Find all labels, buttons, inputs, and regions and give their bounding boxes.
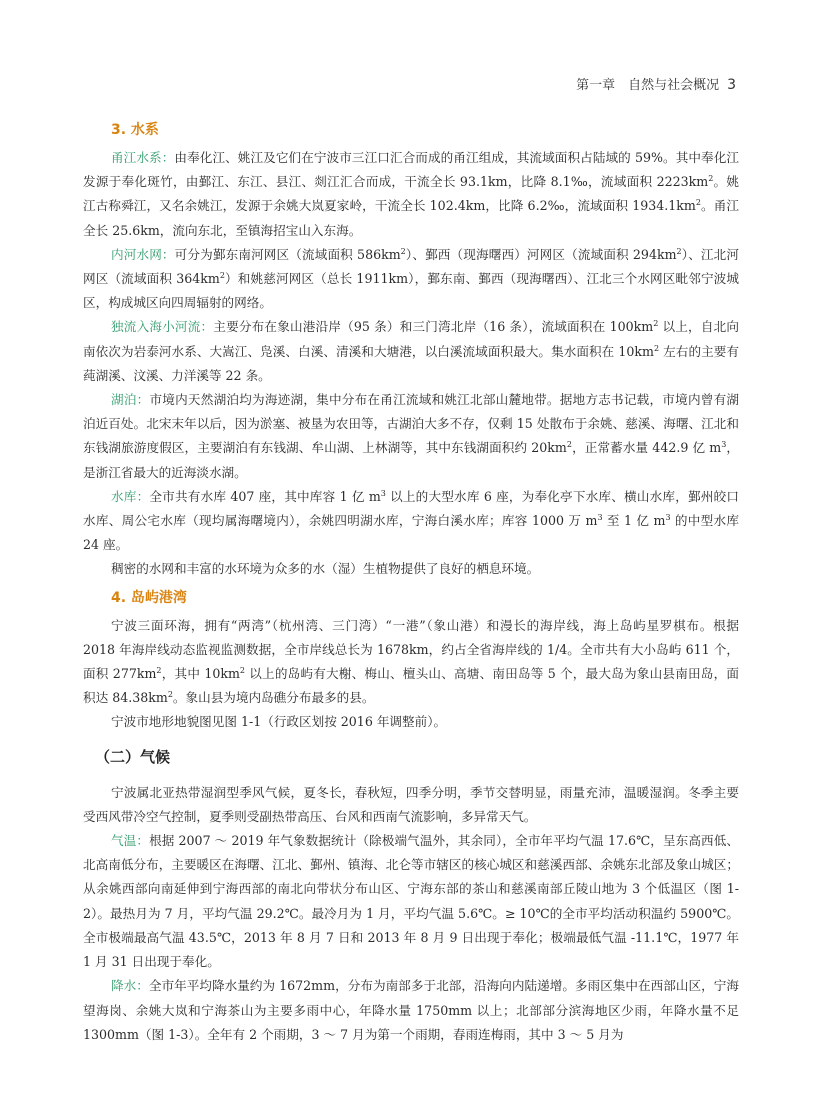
chapter-title: 第一章 自然与社会概况 [576,78,720,93]
term-inland-network: 内河水网： [111,246,175,262]
section-heading-water: 3. 水系 [111,122,159,138]
paragraph-inland-network: 内河水网：可分为鄞东南河网区（流域面积 $586km^2$）、鄞西（现海曙西）河网区（流域面积 $294km^2$）、江北河网区（流域面积 $364km^2$）和姚慈河网区（总长 1911km），鄞东南、鄞西（现海曙西）、江北三个水网区毗邻宁波城区，构成城区向四周辐射的网络。 [83,246,739,311]
term-yongjiang: 甬江水系： [111,150,175,165]
term-temperature: 气温： [111,833,150,849]
paragraph-lakes: 湖泊：市境内天然湖泊均为海迹湖，集中分布在甬江流域和姚江北部山麓地带。据地方志书记载，市境内曾有湖泊近百处。北宋末年以后，因为淤塞、被垦为农田等，古湖泊大多不存，仅剩 15 处散布于余姚、慈溪、海曙、江北和东钱湖旅游度假区，主要湖泊有东钱湖、牟山湖、上林湖等，其中东钱湖面积约 $20km^2$，正常蓄水量 442.9 亿 $m^3$，是浙江省最大的近海淡水湖。 [83,392,740,480]
section-heading-climate: （二）气候 [95,747,171,766]
paragraph-yongjiang: 甬江水系：由奉化江、姚江及它们在宁波市三江口汇合而成的甬江组成，其流域面积占陆域的 59%。其中奉化江发源于奉化斑竹，由鄞江、东江、县江、剡江汇合而成，干流全长 93.1km，比降 8.1‰，流域面积 $2223km^2$。姚江古称舜江，又名余姚江，发源于余姚大岚夏家岭，干流全长 102.4km，比降 6.2‰，流域面积 $1934.1km^2$。甬江全长 25.6km，流向东北，至镇海招宝山入东海。 [83,150,740,238]
page-number: 3 [727,77,736,93]
term-lakes: 湖泊： [111,392,150,408]
paragraph-temperature: 气温：根据 2007 ～ 2019 年气象数据统计（除极端气温外，其余同），全市年平均气温 17.6℃，呈东高西低、北高南低分布，主要暖区在海曙、江北、鄞州、镇海、北仑等市辖区的核心城区和慈溪西部、余姚东北部及象山城区；从余姚西部向南延伸到宁海西部的南北向带状分布山区、宁海东部的茶山和慈溪南部丘陵山地为 3 个低温区（图 1-2）。最热月为 7 月，平均气温 29.2℃。最冷月为 1 月，平均气温 5.6℃。≥ 10℃的全市平均活动积温约 5900℃。全市极端最高气温 43.5℃，2013 年 8 月 7 日和 2013 年 8 月 9 日出现于奉化；极端最低气温 -11.1℃，1977 年 1 月 31 日出现于奉化。 [83,833,739,970]
paragraph-figure-ref: 宁波市地形地貌图见图 1-1（行政区划按 2016 年调整前）。 [111,714,447,730]
paragraph-water-summary: 稠密的水网和丰富的水环境为众多的水（湿）生植物提供了良好的栖息环境。 [111,561,540,577]
paragraph-precipitation: 降水：全市年平均降水量约为 1672mm，分布为南部多于北部，沿海向内陆递增。多雨区集中在西部山区，宁海望海岗、余姚大岚和宁海茶山为主要多雨中心，年降水量 1750mm 以上；北部部分滨海地区少雨，年降水量不足 1300mm（图 1-3）。全年有 2 个雨期，3 ～ 7 月为第一个雨期，春雨连梅雨，其中 3 ～ 5 月为 [83,978,740,1042]
term-small-rivers: 独流入海小河流： [111,319,214,335]
term-reservoirs: 水库： [111,488,150,504]
paragraph-climate-intro: 宁波属北亚热带湿润型季风气候，夏冬长，春秋短，四季分明，季节交替明显，雨量充沛，温暖湿润。冬季主要受西风带冷空气控制，夏季则受副热带高压、台风和西南气流影响，多异常天气。 [83,784,739,824]
section-heading-islands: 4. 岛屿港湾 [111,589,187,606]
term-precipitation: 降水： [111,978,149,994]
document-body [83,118,739,1047]
page-header [576,74,736,93]
paragraph-islands: 宁波三面环海，拥有“两湾”（杭州湾、三门湾）“一港”（象山港）和漫长的海岸线，海上岛屿星罗棋布。根据 2018 年海岸线动态监视监测数据，全市岸线总长为 1678km，约占全省海岸线的 1/4。全市共有大小岛屿 611 个，面积 $277km^2$，其中 $10km^2$ 以上的岛屿有大榭、梅山、檀头山、高塘、南田岛等 5 个，最大岛为象山县南田岛，面积达 $84.38km^2$。象山县为境内岛礁分布最多的县。 [83,617,739,706]
paragraph-reservoirs: 水库：全市共有水库 407 座，其中库容 1 亿 $m^3$ 以上的大型水库 6 座，为奉化亭下水库、横山水库，鄞州皎口水库、周公宅水库（现均属海曙境内），余姚四明湖水库，宁海白溪水库；库容 1000 万 $m^3$ 至 1 亿 $m^3$ 的中型水库 24 座。 [83,488,739,553]
paragraph-small-rivers: 独流入海小河流：主要分布在象山港沿岸（95 条）和三门湾北岸（16 条），流域面积在 $100km^2$ 以上，自北向南依次为岩泰河水系、大嵩江、凫溪、白溪、清溪和大塘港，以白溪流域面积最大。集水面积在 $10km^2$ 左右的主要有莼湖溪、汶溪、力洋溪等 22 条。 [83,319,739,383]
